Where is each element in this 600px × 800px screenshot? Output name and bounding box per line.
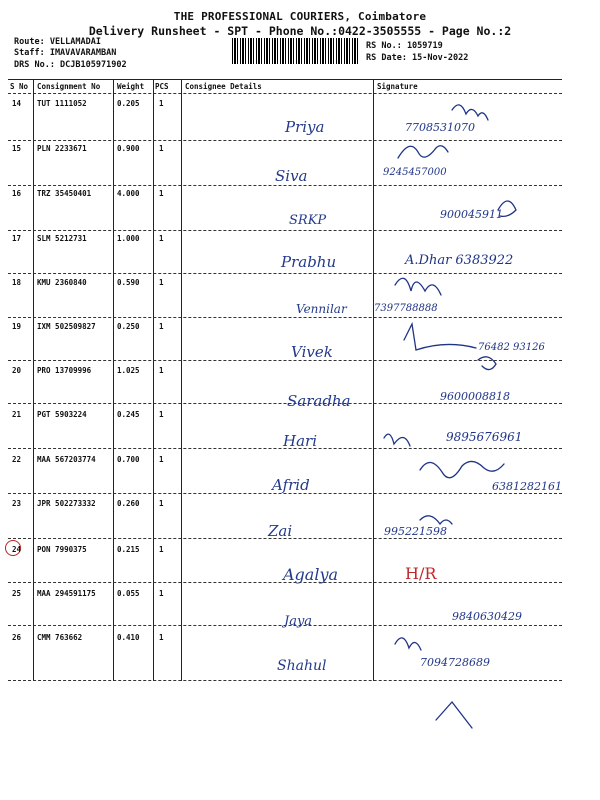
row-consignment: CMM 763662: [37, 633, 83, 642]
consignee-handwriting: Saradha: [287, 392, 351, 410]
row-weight: 4.000: [117, 189, 140, 198]
col-signature: Signature: [377, 82, 418, 91]
signature-handwriting: 7094728689: [420, 656, 490, 669]
row-consignment: KMU 2360840: [37, 278, 87, 287]
row-pcs: 1: [159, 589, 164, 598]
row-pcs: 1: [159, 99, 164, 108]
signature-handwriting: 9600008818: [440, 390, 510, 403]
consignee-handwriting: Afrid: [272, 476, 310, 494]
col-consignment: Consignment No: [37, 82, 101, 91]
row-pcs: 1: [159, 322, 164, 331]
row-weight: 0.245: [117, 410, 140, 419]
row-consignment: PLN 2233671: [37, 144, 87, 153]
row-sno: 22: [12, 455, 22, 464]
row-consignment: TRZ 35450401: [37, 189, 92, 198]
row-consignment: PGT 5903224: [37, 410, 87, 419]
consignee-handwriting: Jaya: [284, 614, 313, 629]
consignee-handwriting: Siva: [275, 167, 308, 185]
row-pcs: 1: [159, 455, 164, 464]
row-sno: 19: [12, 322, 22, 331]
row-pcs: 1: [159, 633, 164, 642]
row-sno: 18: [12, 278, 22, 287]
row-weight: 0.205: [117, 99, 140, 108]
row-weight: 0.055: [117, 589, 140, 598]
row-consignment: MAA 567203774: [37, 455, 96, 464]
signature-handwriting: 9895676961: [446, 430, 523, 444]
row-pcs: 1: [159, 189, 164, 198]
rs-number: RS No.: 1059719: [366, 41, 443, 51]
consignee-handwriting: Agalya: [283, 565, 339, 584]
row-sno: 25: [12, 589, 22, 598]
row-sno: 23: [12, 499, 22, 508]
staff-label: Staff: IMAVAVARAMBAN: [14, 48, 117, 58]
row-weight: 0.590: [117, 278, 140, 287]
row-sno: 20: [12, 366, 22, 375]
row-consignment: IXM 502509827: [37, 322, 96, 331]
row-sno: 16: [12, 189, 22, 198]
consignee-handwriting: Vennilar: [296, 302, 347, 316]
col-sno: S No: [10, 82, 29, 91]
signature-handwriting: 9245457000: [383, 167, 447, 178]
row-weight: 0.260: [117, 499, 140, 508]
drs-label: DRS No.: DCJB105971902: [14, 60, 127, 70]
row-sno: 26: [12, 633, 22, 642]
row-sno: 21: [12, 410, 22, 419]
row-weight: 1.025: [117, 366, 140, 375]
col-weight: Weight: [117, 82, 145, 91]
consignee-handwriting: Priya: [285, 118, 325, 136]
row-weight: 0.215: [117, 545, 140, 554]
signature-handwriting: 9840630429: [452, 610, 522, 623]
signature-handwriting: 7708531070: [405, 121, 475, 134]
row-consignment: MAA 294591175: [37, 589, 96, 598]
row-sno: 15: [12, 144, 22, 153]
row-consignment: PRO 13709996: [37, 366, 92, 375]
row-weight: 0.700: [117, 455, 140, 464]
consignee-handwriting: Zai: [268, 522, 293, 540]
row-sno: 17: [12, 234, 22, 243]
row-pcs: 1: [159, 144, 164, 153]
consignee-handwriting: SRKP: [289, 213, 327, 228]
signature-handwriting: 900045911: [440, 208, 503, 221]
route-label: Route: VELLAMADAI: [14, 37, 101, 47]
row-consignment: SLM 5212731: [37, 234, 87, 243]
signature-handwriting: 76482 93126: [478, 342, 545, 353]
row-consignment: TUT 1111052: [37, 99, 87, 108]
rs-date: RS Date: 15-Nov-2022: [366, 53, 469, 63]
signature-handwriting: 7397788888: [374, 303, 438, 314]
row-weight: 0.900: [117, 144, 140, 153]
consignee-handwriting: Vivek: [291, 343, 333, 361]
row-consignment: JPR 502273332: [37, 499, 96, 508]
row-pcs: 1: [159, 410, 164, 419]
row-pcs: 1: [159, 545, 164, 554]
signature-handwriting: A.Dhar 6383922: [405, 253, 514, 268]
row-consignment: PON 7990375: [37, 545, 87, 554]
signature-handwriting: H/R: [405, 564, 437, 583]
company-title: THE PROFESSIONAL COURIERS, Coimbatore: [173, 10, 427, 23]
col-consignee: Consignee Details: [185, 82, 262, 91]
row-pcs: 1: [159, 499, 164, 508]
row-weight: 0.410: [117, 633, 140, 642]
row-sno: 14: [12, 99, 22, 108]
row-pcs: 1: [159, 366, 164, 375]
row-sno: 24: [12, 545, 22, 554]
row-weight: 1.000: [117, 234, 140, 243]
row-weight: 0.250: [117, 322, 140, 331]
signature-handwriting: 995221598: [384, 525, 447, 538]
row-pcs: 1: [159, 234, 164, 243]
consignee-handwriting: Hari: [283, 432, 317, 450]
row-pcs: 1: [159, 278, 164, 287]
consignee-handwriting: Shahul: [277, 658, 327, 674]
runsheet-title: Delivery Runsheet - SPT - Phone No.:0422-3505555 - Page No.:2: [88, 24, 512, 38]
consignee-handwriting: Prabhu: [281, 253, 337, 271]
col-pcs: PCS: [155, 82, 169, 91]
signature-handwriting: 6381282161: [492, 480, 562, 493]
